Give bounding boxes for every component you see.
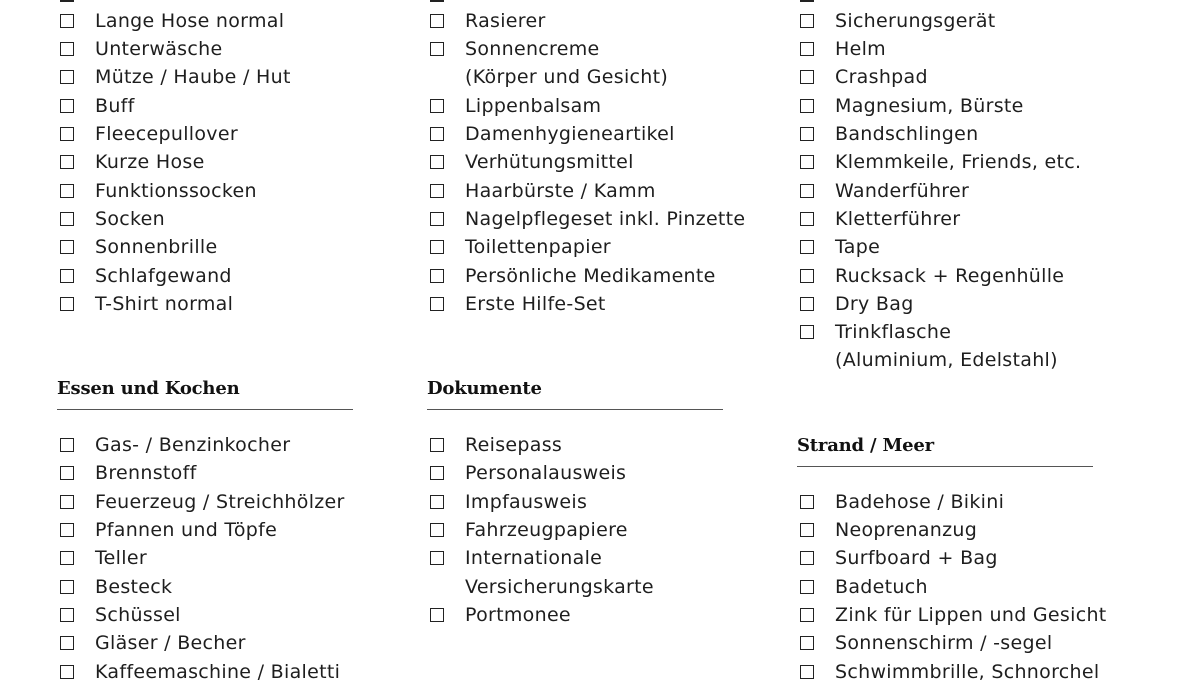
checklist-item-label: Trinkflasche: [835, 321, 952, 343]
checklist-item[interactable]: [430, 516, 628, 544]
checklist-item[interactable]: [430, 431, 562, 459]
checkbox-icon[interactable]: [60, 0, 74, 2]
checklist-item[interactable]: [60, 35, 222, 63]
checklist-item[interactable]: [430, 63, 668, 91]
checklist-item[interactable]: [60, 148, 205, 176]
checklist-item[interactable]: [430, 177, 656, 205]
checklist-item[interactable]: [800, 148, 1081, 176]
checkbox-icon[interactable]: [430, 466, 444, 480]
checklist-item[interactable]: [800, 601, 1107, 629]
checklist-item-label: Portmonee: [465, 604, 571, 626]
checklist-item[interactable]: [60, 63, 291, 91]
checkbox-icon[interactable]: [60, 240, 74, 254]
checklist-item-label: Versicherungskarte: [465, 576, 654, 598]
checkbox-icon[interactable]: [430, 155, 444, 169]
checklist-item-label: Sonnenschirm / -segel: [835, 632, 1053, 654]
checklist-item[interactable]: [430, 233, 611, 261]
checklist-item[interactable]: [60, 290, 233, 318]
checkbox-icon[interactable]: [60, 99, 74, 113]
checklist-item-label: Buff: [95, 95, 135, 117]
checklist-item[interactable]: [60, 601, 181, 629]
checklist-item-label: Socken: [95, 208, 165, 230]
checklist-item[interactable]: [430, 205, 745, 233]
checklist-item[interactable]: [430, 148, 634, 176]
checklist-item-label: Magnesium, Bürste: [835, 95, 1024, 117]
checklist-item-label: Haarbürste / Kamm: [465, 180, 656, 202]
checkbox-icon[interactable]: [60, 580, 74, 594]
checklist-item-label: Kurze Hose: [95, 151, 205, 173]
checklist-item[interactable]: [60, 7, 284, 35]
checklist-item[interactable]: [430, 601, 571, 629]
checkbox-icon[interactable]: [60, 297, 74, 311]
checklist-item[interactable]: [60, 658, 340, 686]
checklist-item-label: Badetuch: [835, 576, 928, 598]
checkbox-icon[interactable]: [60, 269, 74, 283]
checklist-item[interactable]: [60, 516, 277, 544]
checkbox-icon[interactable]: [800, 636, 814, 650]
checklist-item[interactable]: [800, 318, 951, 346]
checklist-item-label: Kaffeemaschine / Bialetti: [95, 661, 341, 683]
checkbox-icon[interactable]: [430, 608, 444, 622]
checklist-item-label: Schwimmbrille, Schnorchel: [835, 661, 1100, 683]
checklist-item-label: Schüssel: [95, 604, 181, 626]
section-heading: Strand / Meer: [797, 435, 934, 456]
checklist-item[interactable]: [800, 488, 1004, 516]
checklist-item-label: Personalausweis: [465, 462, 627, 484]
checklist-item-label: Sonnenbrille: [95, 236, 218, 258]
checklist-item[interactable]: [60, 120, 238, 148]
checklist-item-label: (Körper und Gesicht): [465, 66, 669, 88]
checklist-item[interactable]: [800, 120, 978, 148]
checkbox-icon[interactable]: [800, 42, 814, 56]
checklist-item[interactable]: [800, 629, 1052, 657]
checklist-item[interactable]: [60, 629, 246, 657]
checklist-item-label: Mütze / Haube / Hut: [95, 66, 291, 88]
checklist-item[interactable]: [800, 177, 969, 205]
checklist-item[interactable]: [800, 63, 928, 91]
checklist-item-label: Fahrzeugpapiere: [465, 519, 628, 541]
checkbox-icon[interactable]: [800, 70, 814, 84]
checkbox-icon[interactable]: [800, 297, 814, 311]
checkbox-icon[interactable]: [60, 636, 74, 650]
checkbox-icon[interactable]: [800, 127, 814, 141]
checklist-item-label: Internationale: [465, 547, 603, 569]
checklist-item[interactable]: [800, 35, 886, 63]
checkbox-icon[interactable]: [430, 240, 444, 254]
checkbox-icon[interactable]: [800, 240, 814, 254]
checklist-item-label: Toilettenpapier: [465, 236, 611, 258]
checkbox-icon[interactable]: [60, 155, 74, 169]
checklist-item-label: Gläser / Becher: [95, 632, 246, 654]
checkbox-icon[interactable]: [430, 14, 444, 28]
checklist-item[interactable]: [800, 573, 928, 601]
checkbox-icon[interactable]: [800, 212, 814, 226]
checkbox-icon[interactable]: [800, 523, 814, 537]
checklist-item[interactable]: [60, 177, 257, 205]
checklist-item-label: Fleecepullover: [95, 123, 238, 145]
checklist-item[interactable]: [800, 7, 996, 35]
checklist-item-label: Klemmkeile, Friends, etc.: [835, 151, 1082, 173]
section-divider: [427, 409, 723, 410]
checkbox-icon[interactable]: [800, 495, 814, 509]
checkbox-icon[interactable]: [60, 665, 74, 679]
checkbox-icon[interactable]: [60, 127, 74, 141]
checklist-item-label: Damenhygieneartikel: [465, 123, 675, 145]
checklist-item[interactable]: [800, 544, 998, 572]
checkbox-icon[interactable]: [60, 551, 74, 565]
checklist-item[interactable]: [430, 7, 546, 35]
checklist-item[interactable]: [430, 92, 601, 120]
checkbox-icon[interactable]: [430, 297, 444, 311]
checklist-item-label: Helm: [835, 38, 886, 60]
checklist-item[interactable]: [430, 262, 716, 290]
checklist-item[interactable]: [430, 35, 600, 63]
checkbox-icon[interactable]: [800, 184, 814, 198]
checklist-item[interactable]: [60, 262, 232, 290]
checklist-item-label: Lippenbalsam: [465, 95, 602, 117]
checklist-item[interactable]: [800, 346, 1058, 374]
checkbox-icon[interactable]: [800, 99, 814, 113]
checkbox-icon[interactable]: [800, 551, 814, 565]
checkbox-icon[interactable]: [800, 0, 814, 2]
checklist-item-label: Unterwäsche: [95, 38, 223, 60]
checklist-item-label: Verhütungsmittel: [465, 151, 634, 173]
checkbox-icon[interactable]: [60, 42, 74, 56]
checkbox-icon[interactable]: [430, 127, 444, 141]
checklist-item[interactable]: [800, 233, 880, 261]
checkbox-icon[interactable]: [430, 438, 444, 452]
section-heading: Essen und Kochen: [57, 378, 240, 399]
checklist-item-label: Erste Hilfe-Set: [465, 293, 606, 315]
checkbox-icon[interactable]: [60, 523, 74, 537]
checklist-item[interactable]: [60, 544, 147, 572]
checklist-item[interactable]: [60, 488, 345, 516]
checklist-item[interactable]: [60, 92, 135, 120]
checkbox-icon[interactable]: [60, 608, 74, 622]
checklist-item[interactable]: [60, 431, 290, 459]
checklist-item-label: Dry Bag: [835, 293, 914, 315]
checklist-item[interactable]: [430, 573, 654, 601]
checklist-item[interactable]: [800, 516, 977, 544]
checklist-item-label: Schlafgewand: [95, 265, 232, 287]
checkbox-icon[interactable]: [430, 42, 444, 56]
checkbox-icon[interactable]: [60, 212, 74, 226]
checkbox-icon[interactable]: [430, 551, 444, 565]
checkbox-icon[interactable]: [430, 0, 444, 2]
checklist-item-label: Surfboard + Bag: [835, 547, 998, 569]
checklist-item-label: (Aluminium, Edelstahl): [835, 349, 1058, 371]
checkbox-icon[interactable]: [430, 212, 444, 226]
checklist-item-label: Besteck: [95, 576, 173, 598]
checkbox-icon[interactable]: [60, 14, 74, 28]
checklist-item-label: Wanderführer: [835, 180, 970, 202]
checklist-item-label: Persönliche Medikamente: [465, 265, 716, 287]
checklist-item-label: Reisepass: [465, 434, 563, 456]
checklist-item[interactable]: [430, 459, 626, 487]
checklist-item-label: Funktionssocken: [95, 180, 257, 202]
checkbox-icon[interactable]: [60, 466, 74, 480]
checklist-item[interactable]: [60, 205, 165, 233]
checkbox-icon[interactable]: [60, 438, 74, 452]
checklist-item-label: Lange Hose normal: [95, 10, 285, 32]
checklist-item[interactable]: [430, 290, 606, 318]
checkbox-icon[interactable]: [60, 70, 74, 84]
checkbox-icon[interactable]: [60, 495, 74, 509]
section-heading: Dokumente: [427, 378, 542, 399]
checkbox-icon[interactable]: [430, 269, 444, 283]
checklist-item-label: Impfausweis: [465, 491, 588, 513]
checkbox-icon[interactable]: [60, 184, 74, 198]
checklist-item[interactable]: [800, 290, 914, 318]
checkbox-icon[interactable]: [430, 184, 444, 198]
checklist-item[interactable]: [60, 573, 172, 601]
section-divider: [57, 409, 353, 410]
checklist-item-label: Rasierer: [465, 10, 546, 32]
checkbox-icon[interactable]: [800, 325, 814, 339]
checklist-item[interactable]: [60, 459, 197, 487]
checklist-item-label: Sicherungsgerät: [835, 10, 996, 32]
checkbox-icon[interactable]: [800, 665, 814, 679]
checkbox-icon[interactable]: [800, 580, 814, 594]
checklist-item-label: Sonnencreme: [465, 38, 600, 60]
checklist-item[interactable]: [800, 205, 960, 233]
checkbox-icon[interactable]: [800, 14, 814, 28]
checkbox-icon[interactable]: [800, 608, 814, 622]
checkbox-icon[interactable]: [800, 155, 814, 169]
checklist-item[interactable]: [430, 544, 602, 572]
checklist-item[interactable]: [430, 120, 675, 148]
checklist-item-label: Teller: [95, 547, 147, 569]
checklist-item-label: Feuerzeug / Streichhölzer: [95, 491, 345, 513]
checklist-item-label: Brennstoff: [95, 462, 197, 484]
checkbox-icon[interactable]: [430, 523, 444, 537]
checklist-item-label: T-Shirt normal: [95, 293, 234, 315]
checklist-item[interactable]: [60, 233, 218, 261]
checklist-item-label: Nagelpflegeset inkl. Pinzette: [465, 208, 746, 230]
checkbox-icon[interactable]: [430, 495, 444, 509]
checklist-item[interactable]: [430, 488, 587, 516]
checklist-item[interactable]: [800, 658, 1099, 686]
checklist-item-label: Rucksack + Regenhülle: [835, 265, 1065, 287]
checklist-item[interactable]: [800, 262, 1064, 290]
checklist-item-label: Zink für Lippen und Gesicht: [835, 604, 1107, 626]
checklist-item-label: Gas- / Benzinkocher: [95, 434, 291, 456]
checklist-item-label: Neoprenanzug: [835, 519, 978, 541]
checklist-item-label: Kletterführer: [835, 208, 961, 230]
checkbox-icon[interactable]: [800, 269, 814, 283]
checkbox-icon[interactable]: [430, 99, 444, 113]
section-divider: [797, 466, 1093, 467]
checklist-item[interactable]: [800, 92, 1024, 120]
checklist-item-label: Crashpad: [835, 66, 928, 88]
checklist-item-label: Pfannen und Töpfe: [95, 519, 278, 541]
checklist-item-label: Tape: [835, 236, 881, 258]
checklist-item-label: Bandschlingen: [835, 123, 979, 145]
checklist-item-label: Badehose / Bikini: [835, 491, 1005, 513]
